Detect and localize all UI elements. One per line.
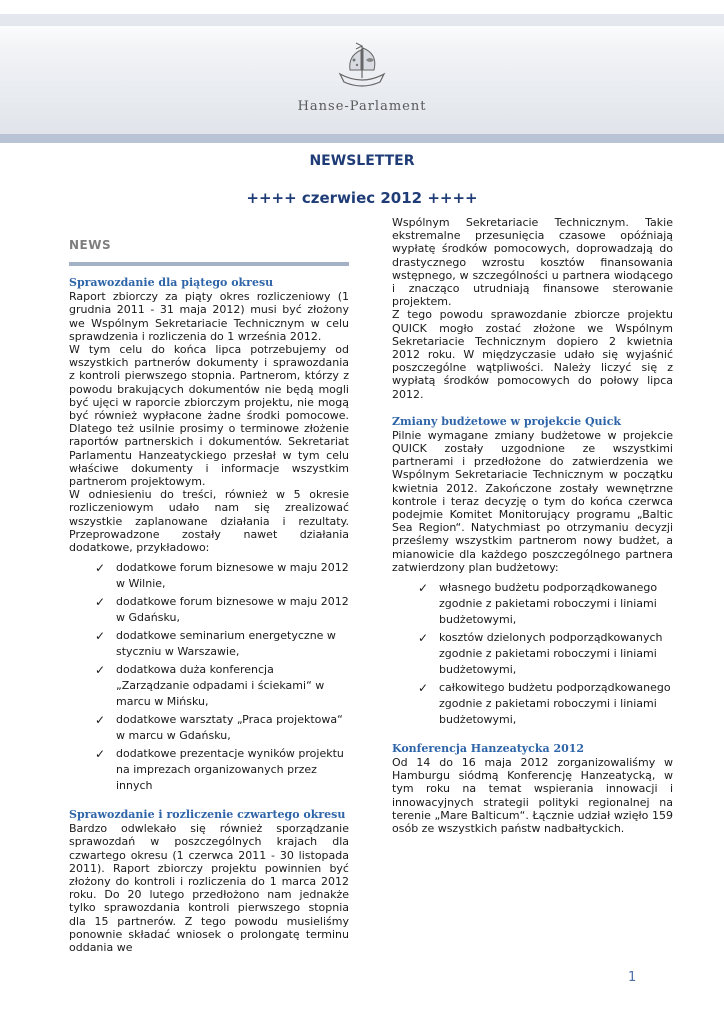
checkmark-icon: ✓ [418, 681, 429, 696]
hanse-ship-logo-icon [330, 40, 394, 96]
news-divider [69, 262, 349, 266]
paragraph: Od 14 do 16 maja 2012 zorganizowaliśmy w Hamburgu siódmą Konferencję Hanzeatycką, w tym roku na temat wspierania innowacji i innowacyjnych strategii polityki regionalnej na terenie „Mare Balticum“. Łącznie udział wzięło 159 osób ze wszystkich państw nadbałtyckich. [392, 756, 673, 836]
page-number: 1 [628, 970, 637, 985]
list-item: ✓ dodatkowe prezentacje wyników projektu na imprezach organizowanych przez innych [95, 747, 344, 793]
budget-plan-list [392, 580, 673, 728]
section-heading-fifth-period: Sprawozdanie dla piątego okresu [69, 276, 274, 290]
paragraph: Z tego powodu sprawozdanie zbiorcze projektu QUICK mogło zostać złożone we Wspólnym Sekretariacie Technicznym dopiero 2 kwietnia 2012 roku. W międzyczasie udało się wyjaśnić poszczególne wątpliwości. Należy liczyć się z wypłatą środków pomocowych do połowy lipca 2012. [392, 308, 673, 401]
paragraph: Pilnie wymagane zmiany budżetowe w projekcie QUICK zostały uzgodnione ze wszystkimi partnerami i przedłożone do zatwierdzenia we Wspólnym Sekretariacie Technicznym w początku kwietnia 2012. Zakończone zostały wewnętrzne kontrole i teraz decyzję o tym do końca czerwca podejmie Komitet Monitorujący programu „Baltic Sea Region“. Natychmiast po otrzymaniu decyzji prześlemy wszystkim partnerom nowy budżet, a mianowicie dla każdego poszczególnego partnera zatwierdzony plan budżetowy: [392, 428, 673, 574]
checkmark-icon: ✓ [95, 561, 106, 576]
checkmark-icon: ✓ [95, 713, 106, 728]
list-item: ✓ kosztów dzielonych podporządkowanych zgodnie z pakietami roboczymi i liniami budżetowymi, [418, 631, 663, 677]
section-heading-budget-changes: Zmiany budżetowe w projekcie Quick [392, 414, 622, 428]
paragraph: W odniesieniu do treści, również w 5 okresie rozliczeniowym udało nam się zrealizować wszystkie zaplanowane działania i rezultaty. Przeprowadzone zostały nawet działania dodatkowe, przykładowo: [69, 488, 349, 555]
paragraph: Wspólnym Sekretariacie Technicznym. Takie ekstremalne przesunięcia czasowe opóźniają wypłatę środków pomocowych, doprowadzają do drastycznego wzrostu kosztów finansowania wstępnego, w szczególności u partnera wiodącego i znacząco utrudniają finansowe sterowanie projektem. [392, 216, 673, 309]
header-divider [0, 134, 724, 143]
newsletter-title: NEWSLETTER [309, 153, 415, 169]
right-column [392, 216, 673, 835]
date-line: ++++ czerwiec 2012 ++++ [246, 189, 478, 207]
checkmark-icon: ✓ [418, 631, 429, 646]
news-section-label: NEWS [69, 238, 112, 252]
section-heading-hanseatic-conference: Konferencja Hanzeatycka 2012 [392, 742, 585, 756]
checkmark-icon: ✓ [95, 595, 106, 610]
list-item: ✓ całkowitego budżetu podporządkowanego zgodnie z pakietami roboczymi i liniami budżetowymi, [418, 681, 671, 727]
section-heading-fourth-period: Sprawozdanie i rozliczenie czwartego okresu [69, 808, 346, 822]
list-item: ✓ własnego budżetu podporządkowanego zgodnie z pakietami roboczymi i liniami budżetowymi, [418, 581, 658, 627]
checkmark-icon: ✓ [418, 581, 429, 596]
list-item: ✓ dodatkowe forum biznesowe w maju 2012 w Gdańsku, [95, 595, 349, 625]
paragraph: Bardzo odwlekało się również sporządzanie sprawozdań w poszczególnych krajach dla czwartego okresu (1 czerwca 2011 - 30 listopada 2011). Raport zbiorczy projektu powinnien być złożony do kontroli i rozliczenia do 1 marca 2012 roku. Do 20 lutego przedłożono nam jednakże tylko sprawozdania kontroli pierwszego stopnia dla 15 partnerów. Z tego powodu musieliśmy ponownie składać wniosek o prolongatę terminu oddania we [69, 822, 349, 955]
paragraph: Raport zbiorczy za piąty okres rozliczeniowy (1 grudnia 2011 - 31 maja 2012) musi być złożony we Wspólnym Sekretariacie Technicznym w celu sprawdzenia i rozliczenia do 1 września 2012. [69, 290, 349, 343]
list-item: ✓ dodatkowa duża konferencja „Zarządzanie odpadami i ściekami“ w marcu w Mińsku, [95, 663, 325, 709]
checkmark-icon: ✓ [95, 747, 106, 762]
checkmark-icon: ✓ [95, 629, 106, 644]
paragraph: W tym celu do końca lipca potrzebujemy od wszystkich partnerów dokumenty i sprawozdania z kontroli pierwszego stopnia. Partnerom, którzy z powodu brakujących dokumentów nie będą mogli być ujęci w raporcie zbiorczym projektu, nie mogą być również wypłacone żadne środki pomocowe. Dlatego też usilnie prosimy o terminowe złożenie raportów partnerskich i dokumentów. Sekretariat Parlamentu Hanzeatyckiego przesłał w tym celu właściwe dokumenty i informacje wszystkim partnerom projektowym. [69, 343, 349, 489]
header-stripe [0, 14, 724, 26]
list-item: ✓ dodatkowe forum biznesowe w maju 2012 w Wilnie, [95, 561, 349, 591]
left-column [69, 216, 349, 954]
organization-name: Hanse-Parlament [297, 99, 427, 114]
list-item: ✓ dodatkowe warsztaty „Praca projektowa“ w marcu w Gdańsku, [95, 713, 343, 743]
list-item: ✓ dodatkowe seminarium energetyczne w styczniu w Warszawie, [95, 629, 336, 659]
additional-activities-list [69, 560, 349, 794]
checkmark-icon: ✓ [95, 663, 106, 678]
